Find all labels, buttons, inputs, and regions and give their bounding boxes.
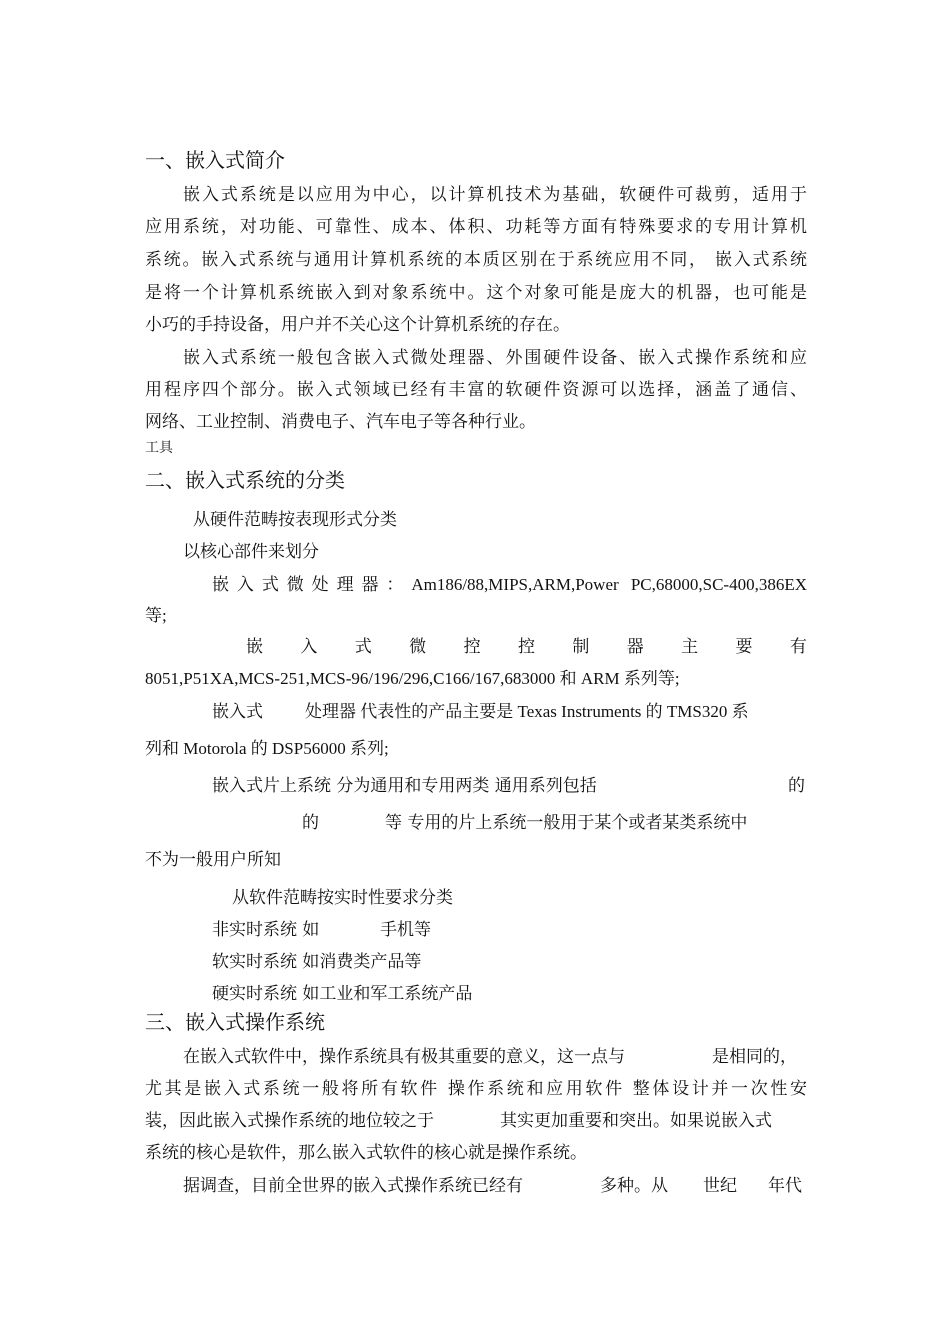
- dsp-line2: 列和 Motorola 的 DSP56000 系列;: [145, 739, 389, 758]
- section2-heading: 二、嵌入式系统的分类: [145, 468, 345, 492]
- core-component-title: 以核心部件来划分: [183, 542, 319, 562]
- section3-p1-line4: 系统的核心是软件，那么嵌入式软件的核心就是操作系统。: [145, 1143, 587, 1163]
- section3-heading: 三、嵌入式操作系统: [145, 1010, 325, 1034]
- section1-p2-line3: 网络、工业控制、消费电子、汽车电子等各种行业。: [145, 412, 536, 432]
- non-realtime-text: 非实时系统 如: [212, 920, 320, 940]
- mcu-char: 控: [463, 637, 481, 657]
- dsp-line1-rest: 处理器 代表性的产品主要是 Texas Instruments 的 TMS320 系: [305, 702, 749, 721]
- section3-p1-line1-a: 在嵌入式软件中，操作系统具有极其重要的意义，这一点与: [183, 1047, 625, 1067]
- dsp-line1-prefix: 嵌入式: [212, 702, 263, 722]
- section1-heading: 一、嵌入式简介: [145, 148, 285, 172]
- mcu-line2: 8051,P51XA,MCS-251,MCS-96/196/296,C166/167,683000 和 ARM 系列等;: [145, 669, 680, 688]
- section3-p1-line1-b: 是相同的，: [712, 1047, 797, 1067]
- section1-p1-line1: 嵌入式系统是以应用为中心，以计算机技术为基础，软硬件可裁剪，适用于: [183, 185, 807, 205]
- section3-p1-line3-a: 装，因此嵌入式操作系统的地位较之于: [145, 1111, 434, 1131]
- mcu-char: 制: [572, 637, 590, 657]
- hardware-classification-title: 从硬件范畴按表现形式分类: [193, 510, 397, 530]
- mpu-line2: 等;: [145, 606, 167, 625]
- section3-p1-line2: 尤其是嵌入式系统一般将所有软件 操作系统和应用软件 整体设计并一次性安: [145, 1079, 807, 1099]
- soft-realtime: 软实时系统 如消费类产品等: [212, 952, 422, 972]
- section1-p1-line3: 系统。嵌入式系统与通用计算机系统的本质区别在于系统应用不同， 嵌入式系统: [145, 250, 807, 270]
- section1-p2-line1: 嵌入式系统一般包含嵌入式微处理器、外围硬件设备、嵌入式操作系统和应: [183, 348, 807, 368]
- soc-line2-start: 的: [302, 813, 319, 833]
- mcu-char: 微: [409, 637, 427, 657]
- software-classification-title: 从软件范畴按实时性要求分类: [232, 888, 453, 908]
- section1-p1-line4: 是将一个计算机系统嵌入到对象系统中。这个对象可能是庞大的机器，也可能是: [145, 283, 807, 303]
- mpu-line1: 嵌入式微处理器：Am186/88,MIPS,ARM,Power PC,68000,SC-400,386EX: [212, 575, 807, 594]
- mcu-char: 要: [735, 637, 753, 657]
- mcu-char: 器: [626, 637, 644, 657]
- tools-label: 工具: [145, 440, 173, 456]
- soc-line2-rest: 等 专用的片上系统一般用于某个或者某类系统中: [385, 813, 748, 833]
- soc-line1-text: 嵌入式片上系统 分为通用和专用两类 通用系列包括: [212, 776, 597, 796]
- mcu-char: 嵌: [246, 637, 263, 657]
- hard-realtime: 硬实时系统 如工业和军工系统产品: [212, 984, 473, 1004]
- section1-p2-line2: 用程序四个部分。嵌入式领域已经有丰富的软硬件资源可以选择，涵盖了通信、: [145, 380, 807, 400]
- section1-p1-line2: 应用系统，对功能、可靠性、成本、体积、功耗等方面有特殊要求的专用计算机: [145, 217, 807, 237]
- section3-p2-b: 多种。从: [600, 1176, 668, 1196]
- section3-p2-a: 据调查，目前全世界的嵌入式操作系统已经有: [183, 1176, 523, 1196]
- mcu-char: 有: [789, 637, 807, 657]
- non-realtime-end: 手机等: [380, 920, 431, 940]
- section3-p2-d: 年代: [768, 1176, 802, 1196]
- mcu-char: 式: [354, 637, 372, 657]
- soc-line3: 不为一般用户所知: [145, 850, 281, 870]
- mcu-char: 入: [300, 637, 318, 657]
- section3-p1-line3-b: 其实更加重要和突出。如果说嵌入式: [500, 1111, 772, 1131]
- mcu-line1: [246, 635, 807, 659]
- soc-line1-end: 的: [788, 776, 805, 796]
- mcu-char: 主: [681, 637, 699, 657]
- section3-p2-c: 世纪: [703, 1176, 737, 1196]
- section1-p1-line5: 小巧的手持设备，用户并不关心这个计算机系统的存在。: [145, 315, 570, 335]
- mcu-char: 控: [517, 637, 535, 657]
